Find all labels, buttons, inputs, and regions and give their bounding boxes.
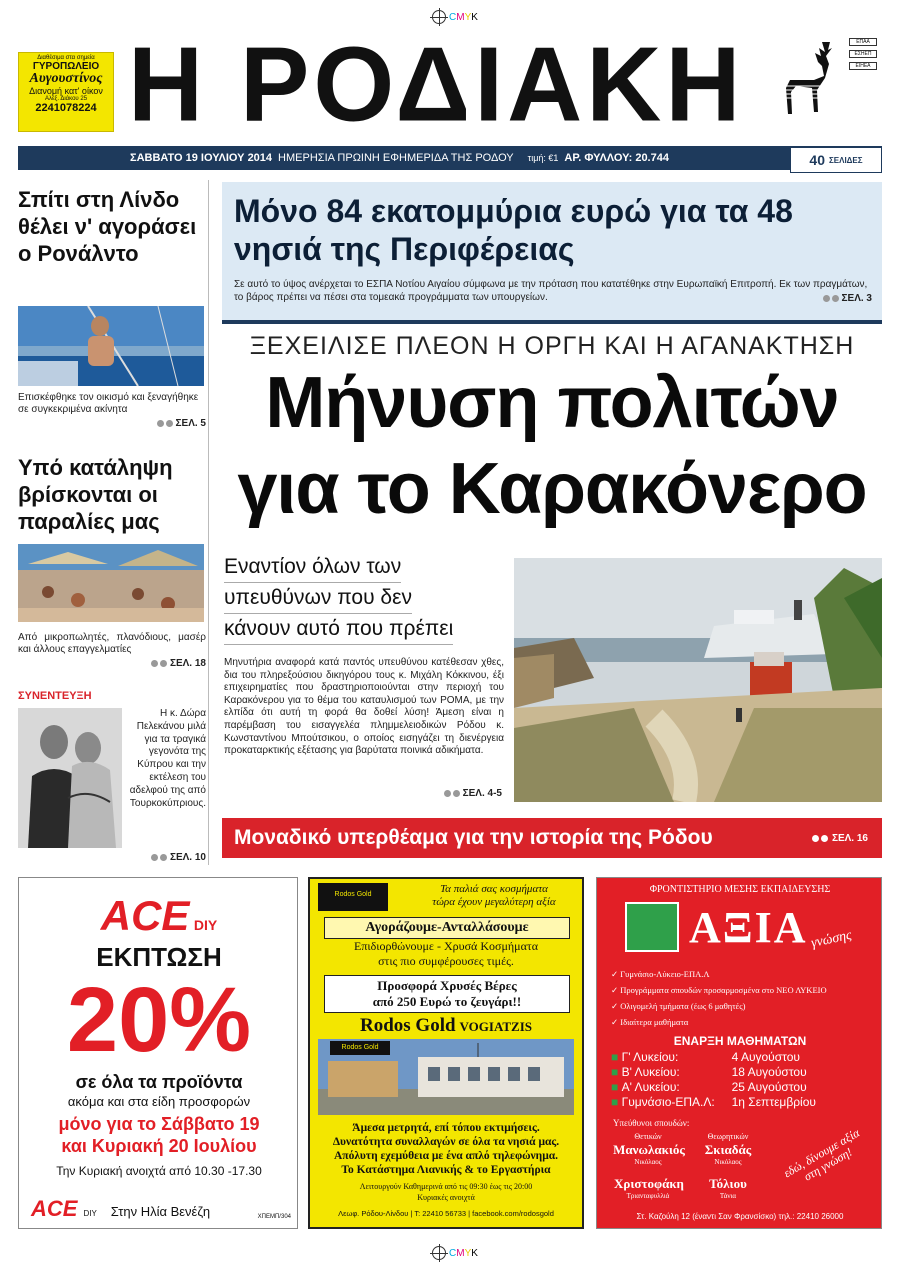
crosshair-icon xyxy=(432,10,446,24)
issue-date: ΣΑΒΒΑΤΟ 19 ΙΟΥΛΙΟΥ 2014 xyxy=(130,152,273,164)
left-story2-headline[interactable]: Υπό κατάληψη βρίσκονται οι παραλίες μας xyxy=(18,455,173,534)
axia-p4n: Τάνια xyxy=(719,1192,737,1200)
gold-benefit4: Το Κατάστημα Λιανικής & το Εργαστήρια xyxy=(341,1164,551,1176)
axia-p4: Τόλιου xyxy=(709,1176,747,1191)
axia-item2: Προγράμματα σπουδών προσαρμοσμένα στο ΝΕΟ ΛΥΚΕΙΟ xyxy=(620,985,827,995)
gold-brand: Rodos Gold xyxy=(359,1015,456,1036)
top-story-box[interactable] xyxy=(222,182,882,324)
axia-date3: 25 Αυγούστου xyxy=(731,1080,807,1094)
gold-benefits xyxy=(310,1121,582,1177)
ace-line4: και Κυριακή 20 Ιουλίου xyxy=(61,1136,257,1156)
ace-footer-diy: DIY xyxy=(83,1209,97,1218)
axia-address: Στ. Καζούλη 12 (έναντι Σαν Φρανσίσκο) τηλ.: 22410 26000 xyxy=(636,1212,844,1221)
issue-price: τιμή: €1 xyxy=(527,153,559,163)
axia-schedule: ■ Γ' Λυκείου: 4 Αυγούστου ■ Β' Λυκείου: 18 Αυγούστου ■ Α' Λυκείου: 25 Αυγούστου ■ Γυμνάσιο-ΕΠΑ.Λ: 1η Σεπτεμβρίου xyxy=(611,1050,816,1109)
rodos-gold-logo: Rodos Gold xyxy=(318,883,388,911)
left-story1-headline[interactable]: Σπίτι στη Λίνδο θέλει ν' αγοράσει ο Ρονάλντο xyxy=(18,187,197,266)
pages-label: ΣΕΛΙΔΕΣ xyxy=(828,155,863,165)
gold-hours xyxy=(310,1181,582,1203)
left-story2-sel: ΣΕΛ. 18 xyxy=(169,658,206,669)
ace-discount-word: ΕΚΠΤΩΣΗ xyxy=(96,942,222,972)
axia-p3: Χριστοφάκη xyxy=(614,1176,684,1191)
main-kicker: ΞΕΧΕΙΛΙΣΕ ΠΛΕΟΝ Η ΟΡΓΗ ΚΑΙ Η ΑΓΑΝΑΚΤΗΣΗ xyxy=(249,332,855,360)
banner-page-ref xyxy=(812,833,868,844)
karakonero-photo xyxy=(514,558,882,802)
axia-date4: 1η Σεπτεμβρίου xyxy=(731,1095,816,1109)
promo-line1: ΓΥΡΟΠΩΛΕΙΟ xyxy=(32,61,100,72)
dots-icon xyxy=(444,790,460,797)
left-story1-sel: ΣΕΛ. 5 xyxy=(175,418,206,429)
main-headline-line1: Μήνυση πολιτών xyxy=(265,363,839,443)
ace-line2: ακόμα και στα είδη προσφορών xyxy=(67,1094,251,1109)
dots-icon xyxy=(151,660,167,667)
axia-item1: Γυμνάσιο-Λύκειο-ΕΠΑ.Λ xyxy=(620,969,710,979)
gold-benefit1: Άμεσα μετρητά, επί τόπου εκτιμήσεις. xyxy=(352,1122,540,1134)
interview-label: ΣΥΝΕΝΤΕΥΞΗ xyxy=(18,690,92,702)
ace-diy: DIY xyxy=(193,917,218,933)
ace-logo xyxy=(19,892,298,940)
axia-sci2: Θεωρητικών xyxy=(707,1132,749,1141)
axia-brand: ΑΞΙΑ xyxy=(689,903,808,952)
axia-features: ✓ Γυμνάσιο-Λύκειο-ΕΠΑ.Λ ✓ Προγράμματα σπουδών προσαρμοσμένα στο ΝΕΟ ΛΥΚΕΙΟ ✓ Ολιγομελή τμήματα (έως 6 μαθητές) ✓ Ιδιαίτερα μαθήματα xyxy=(611,969,827,1027)
promo-brand: Αυγουστίνος xyxy=(29,71,103,86)
emblem-3: ΕΙΗΕΑ xyxy=(849,62,877,70)
promo-address: Αλεξ. Διάκου 25 xyxy=(44,96,88,102)
promo-small-text: Διαθέσιμα στα σημεία xyxy=(37,55,95,61)
gold-benefit3: Απόλυτη εχεμύθεια με ένα απλό τηλεφώνημα. xyxy=(333,1150,559,1162)
axia-class1: Γ' Λυκείου: xyxy=(621,1050,679,1064)
masthead-promo-box xyxy=(18,52,114,132)
cmyk-label: CMYK xyxy=(449,11,478,23)
cmyk-label: CMYK xyxy=(449,1247,478,1259)
main-headline-line2: για το Καρακόνερο xyxy=(237,449,867,529)
axia-slogan: εδώ, δίνουμε αξία στη γνώση! xyxy=(781,1125,862,1184)
emblem-2: ΕΣΗΕΠ xyxy=(849,50,877,58)
gold-line2: στις πιο συμφέρουσες τιμές. xyxy=(378,954,514,968)
dots-icon xyxy=(823,295,839,302)
top-story-page-ref xyxy=(823,293,872,304)
top-story-summary: Σε αυτό το ύψος ανέρχεται το ΕΣΠΑ Νοτίου Αιγαίου σύμφωνα με την πρόταση που κατατέθηκε στην Ευρωπαϊκή Επιτροπή. Εκ των πραγμάτων, το βάρος πρέπει να πέσει στα τομεακά προγράμματα των υπουργείων. xyxy=(234,279,868,303)
axia-resp: Υπεύθυνοι σπουδών: xyxy=(613,1118,690,1128)
masthead-emblems xyxy=(846,38,880,136)
gold-offer-box xyxy=(324,975,570,1013)
gold-hours-line: Λειτουργούν Καθημερινά από τις 09:30 έως τις 20:00 xyxy=(359,1182,533,1191)
gold-store-sign: Rodos Gold xyxy=(330,1041,390,1055)
ace-code: ΧΠΕΜΠ/304 xyxy=(257,1214,291,1220)
pages-count-box xyxy=(790,147,882,173)
gold-box1: Αγοράζουμε-Ανταλλάσουμε xyxy=(324,917,570,939)
gold-benefit2: Δυνατότητα συναλλαγών σε όλα τα νησιά μας. xyxy=(332,1136,560,1148)
subhead-line1: Εναντίον όλων των xyxy=(224,552,401,583)
gold-sunday: Κυριακές ανοιχτά xyxy=(417,1193,475,1202)
main-page-ref[interactable] xyxy=(380,788,502,799)
main-sel: ΣΕΛ. 4-5 xyxy=(462,788,502,799)
axia-class2: Β' Λυκείου: xyxy=(621,1065,680,1079)
main-body-text: Μηνυτήρια αναφορά κατά παντός υπευθύνου κατέθεσαν χθες, δια του πληρεξούσιου δικηγόρου τους κ. Μιχάλη Κόκκινου, έξι επιχειρηματίες που δραστηριοποιούνται στην περιοχή του Καρακόνερου για το θέμα του καταυλισμού των ΡΟΜΑ, με την ελπίδα ότι αυτή τη φορά θα δοθεί λύση! Άμεση είναι η παρέμβαση του εισαγγελέα πλημμελειοδικών Ρόδου κ. Κωνσταντίνου Μπούτσικου, ο οποίος εισηγάζει τη διενέργεια προκαταρκτικής εξέτασης για βαρύτατα ποινικά αδικήματα. xyxy=(224,657,504,757)
axia-p3n: Τριανταφυλλιά xyxy=(626,1192,670,1200)
axia-p2: Σκιαδάς xyxy=(704,1142,752,1157)
axia-sci1: Θετικών xyxy=(634,1132,662,1141)
axia-class3: Α' Λυκείου: xyxy=(621,1080,680,1094)
date-bar xyxy=(18,146,882,170)
ace-footer xyxy=(31,1196,291,1222)
gold-brand-line xyxy=(310,1015,582,1037)
beach-photo xyxy=(18,544,204,622)
ace-advertisement[interactable] xyxy=(18,877,298,1229)
banner-text: Μοναδικό υπερθέαμα για την ιστορία της Ρόδου xyxy=(234,826,713,849)
subhead-line3: κάνουν αυτό που πρέπει xyxy=(224,614,453,645)
dots-icon xyxy=(151,854,167,861)
ace-percent: 20% xyxy=(66,969,252,1071)
gold-brand2: VOGIATZIS xyxy=(459,1019,533,1034)
pages-number: 40 xyxy=(809,152,825,168)
gold-tag2: τώρα έχουν μεγαλύτερη αξία xyxy=(432,896,556,908)
ace-footer-text: Στην Ηλία Βενέζη xyxy=(110,1204,211,1219)
gold-offer2: από 250 Ευρώ το ζευγάρι!! xyxy=(372,994,522,1009)
interview-sel: ΣΕΛ. 10 xyxy=(169,852,206,863)
axia-p1n: Νικόλαος xyxy=(634,1158,662,1166)
axia-item4: Ιδιαίτερα μαθήματα xyxy=(620,1017,689,1027)
subhead-line2: υπευθύνων που δεν xyxy=(224,583,412,614)
axia-tagline: γνώσης xyxy=(809,927,854,952)
ace-line1: σε όλα τα προϊόντα xyxy=(75,1072,243,1092)
interview-page-ref[interactable] xyxy=(128,852,206,863)
crosshair-icon xyxy=(432,1246,446,1260)
interview-photo xyxy=(18,708,122,848)
promo-delivery: Διανομή κατ' οίκον xyxy=(29,86,103,96)
newspaper-tagline: ΗΜΕΡΗΣΙΑ ΠΡΩΙΝΗ ΕΦΗΜΕΡΙΔΑ ΤΗΣ ΡΟΔΟΥ xyxy=(278,152,514,164)
promo-phone: 2241078224 xyxy=(35,102,97,114)
deer-logo-icon xyxy=(782,38,846,136)
gold-services xyxy=(310,939,582,969)
masthead-title: Η ΡΟΔΙΑΚΗ xyxy=(128,25,745,145)
gold-line1: Επιδιορθώνουμε - Χρυσά Κοσμήματα xyxy=(354,939,538,953)
ace-footer-brand: ACE xyxy=(31,1196,78,1221)
axia-item3: Ολιγομελή τμήματα (έως 6 μαθητές) xyxy=(620,1001,746,1011)
gold-tag1: Τα παλιά σας κοσμήματα xyxy=(440,883,548,895)
ace-line5: Την Κυριακή ανοιχτά από 10.30 -17.30 xyxy=(56,1164,262,1178)
main-headline[interactable] xyxy=(222,360,882,532)
ace-line3: μόνο για το Σάββατο 19 xyxy=(58,1114,260,1134)
dots-icon xyxy=(157,420,173,427)
axia-class4: Γυμνάσιο-ΕΠΑ.Λ: xyxy=(621,1095,715,1109)
interview-text: Η κ. Δώρα Πελεκάνου μιλά για τα τραγικά γεγονότα της Κύπρου και την εκτέλεση του αδελφού της από Τουρκοκύπριους. xyxy=(129,708,206,809)
ace-brand: ACE xyxy=(100,892,190,939)
left-story1-page-ref[interactable] xyxy=(18,418,206,429)
column-divider xyxy=(208,180,209,865)
ronaldo-photo xyxy=(18,306,204,386)
rodos-gold-advertisement[interactable] xyxy=(308,877,584,1229)
gold-tagline xyxy=(406,883,582,909)
registration-mark-bottom xyxy=(432,1244,502,1262)
axia-p1: Μανωλακιός xyxy=(613,1142,685,1157)
axia-date2: 18 Αυγούστου xyxy=(731,1065,807,1079)
left-story2-page-ref[interactable] xyxy=(18,658,206,669)
gold-footer: Λεωφ. Ρόδου-Λίνδου | Τ: 22410 56733 | facebook.com/rodosgold xyxy=(338,1209,554,1218)
top-story-headline: Μόνο 84 εκατομμύρια ευρώ για τα 48 νησιά της Περιφέρειας xyxy=(234,193,793,267)
registration-mark-top xyxy=(432,8,502,26)
axia-date1: 4 Αυγούστου xyxy=(731,1050,800,1064)
emblem-1: ΕΠΑΑ xyxy=(849,38,877,46)
axia-top: ΦΡΟΝΤΙΣΤΗΡΙΟ ΜΕΣΗΣ ΕΚΠΑΙΔΕΥΣΗΣ xyxy=(649,884,831,895)
axia-p2n: Νικόλαος xyxy=(714,1158,742,1166)
gold-offer1: Προσφορά Χρυσές Βέρες xyxy=(377,978,517,993)
main-subhead xyxy=(224,552,504,645)
top-story-sel: ΣΕΛ. 3 xyxy=(841,293,872,304)
history-banner[interactable] xyxy=(222,818,882,858)
axia-advertisement[interactable] xyxy=(596,877,882,1229)
left-story1-caption: Επισκέφθηκε τον οικισμό και ξεναγήθηκε σε συγκεκριμένα ακίνητα xyxy=(18,392,199,415)
axia-cube-icon xyxy=(625,902,679,952)
banner-sel: ΣΕΛ. 16 xyxy=(831,832,868,844)
left-story2-caption: Από μικροπωλητές, πλανόδιους, μασέρ και άλλους επαγγελματίες xyxy=(18,632,206,655)
axia-start-title: ΕΝΑΡΞΗ ΜΑΘΗΜΑΤΩΝ xyxy=(673,1034,807,1048)
issue-number: ΑΡ. ΦΥΛΛΟΥ: 20.744 xyxy=(564,152,669,164)
dots-icon xyxy=(812,835,828,842)
